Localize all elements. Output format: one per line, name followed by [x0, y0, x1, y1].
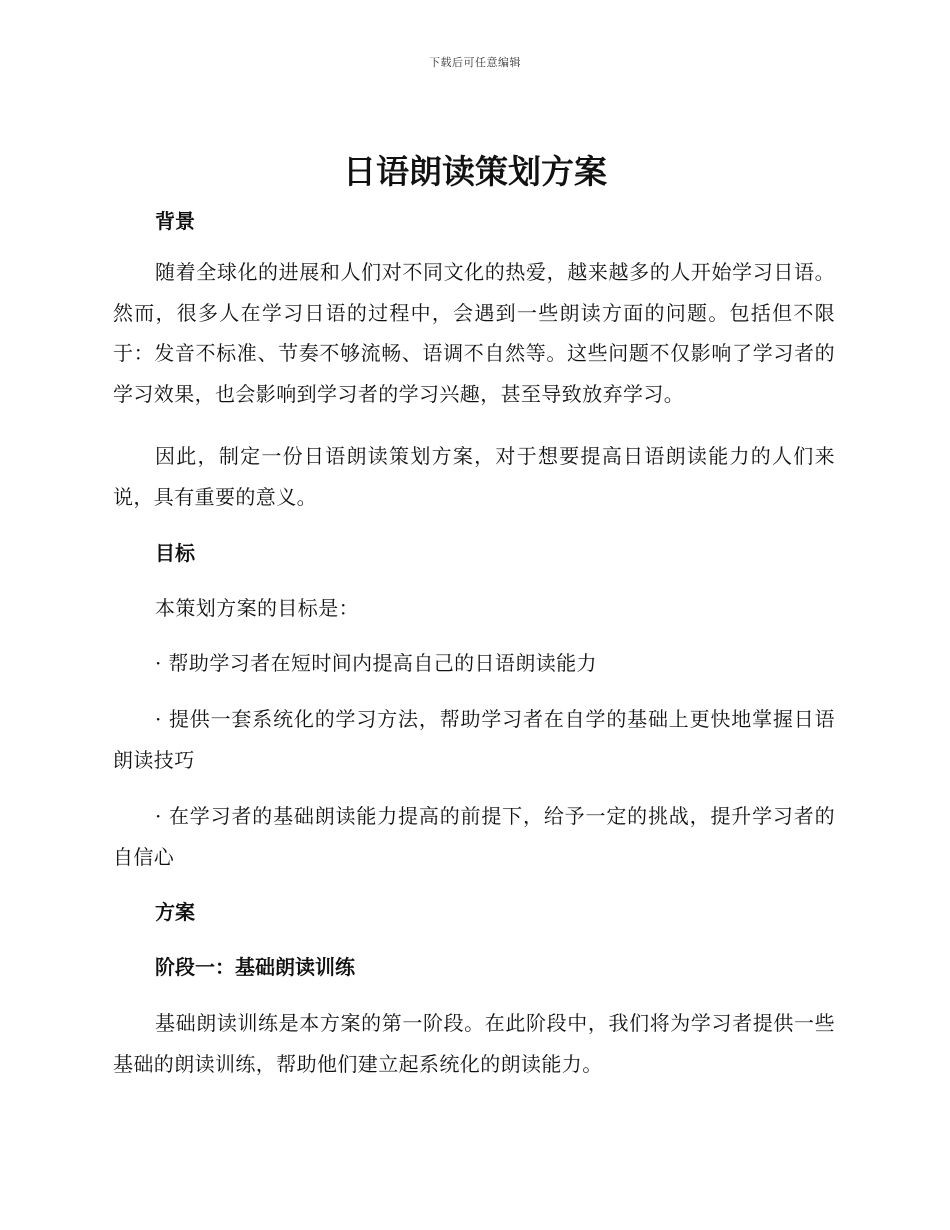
document-title: 日语朗读策划方案	[343, 152, 607, 191]
goal-item-2: · 提供一套系统化的学习方法，帮助学习者在自学的基础上更快地掌握日语朗读技巧	[113, 707, 835, 772]
goal-item-3: · 在学习者的基础朗读能力提高的前提下，给予一定的挑战，提升学习者的自信心	[113, 804, 835, 869]
stage1-heading: 阶段一：基础朗读训练	[155, 955, 355, 979]
background-paragraph-2: 因此，制定一份日语朗读策划方案，对于想要提高日语朗读能力的人们来说，具有重要的意义。	[113, 444, 835, 509]
section-heading-plan: 方案	[155, 900, 195, 924]
goal-item-1: · 帮助学习者在短时间内提高自己的日语朗读能力	[155, 651, 597, 675]
page-header: 下载后可任意编辑	[429, 56, 521, 69]
background-paragraph-1: 随着全球化的进展和人们对不同文化的热爱，越来越多的人开始学习日语。然而，很多人在学习日语的过程中，会遇到一些朗读方面的问题。包括但不限于：发音不标准、节奏不够流畅、语调不自然等。这些问题不仅影响了学习者的学习效果，也会影响到学习者的学习兴趣，甚至导致放弃学习。	[113, 260, 835, 406]
goal-intro: 本策划方案的目标是：	[155, 596, 359, 620]
section-heading-goal: 目标	[155, 541, 195, 565]
stage1-paragraph: 基础朗读训练是本方案的第一阶段。在此阶段中，我们将为学习者提供一些基础的朗读训练，帮助他们建立起系统化的朗读能力。	[113, 1011, 835, 1076]
section-heading-background: 背景	[155, 209, 195, 233]
